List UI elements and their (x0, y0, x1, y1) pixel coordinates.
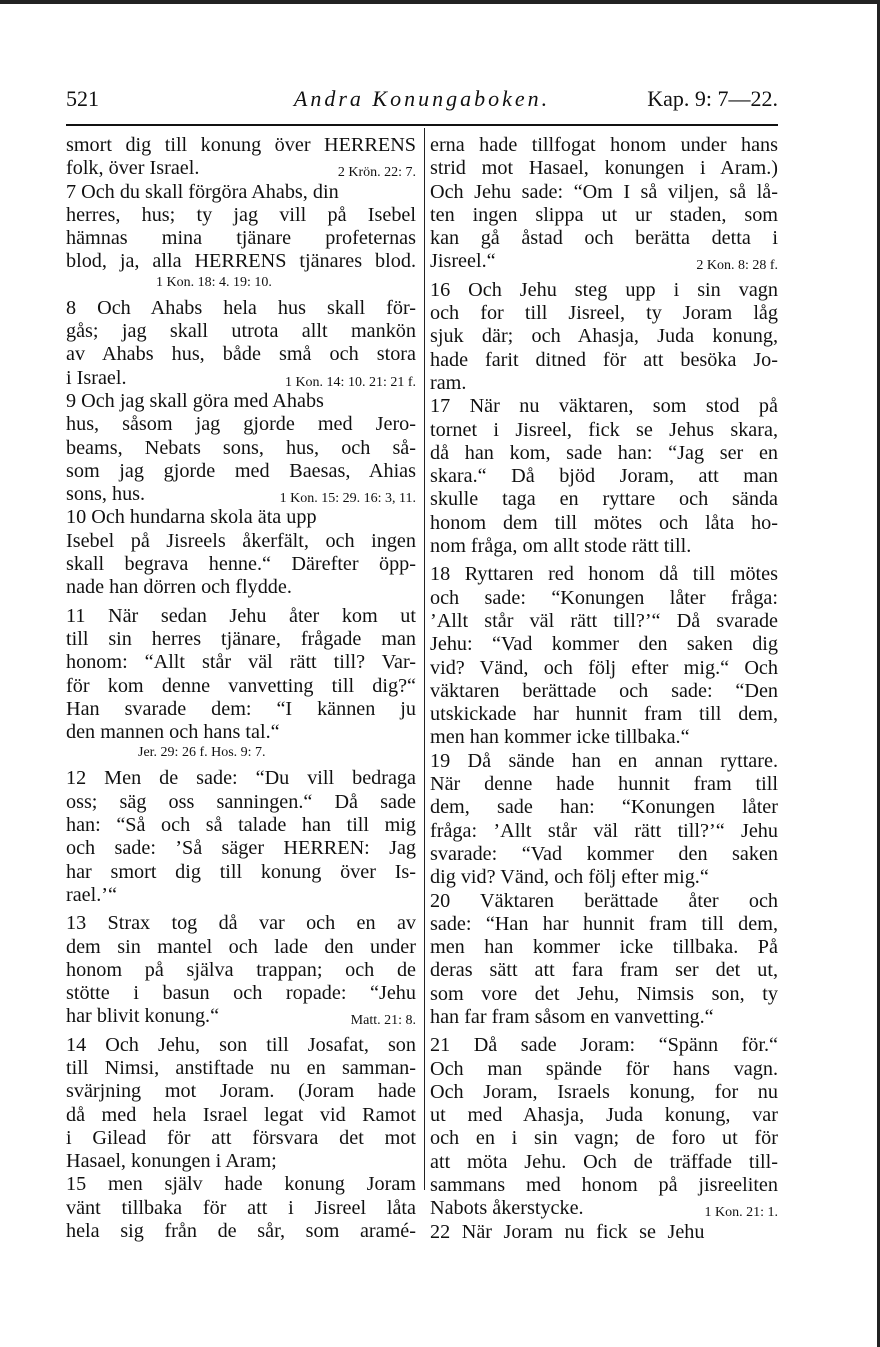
text-line: deras sätt att fara fram ser det ut, (430, 959, 778, 982)
text-line: smort dig till konung över HERRENS (66, 134, 416, 156)
text-line: nade han dörren och flydde. (66, 576, 292, 599)
cross-reference: 2 Krön. 22: 7. (337, 165, 416, 181)
text-line (430, 250, 778, 273)
cross-reference: 1 Kon. 18: 4. 19: 10. (156, 274, 272, 290)
text-line: Han svarade dem: “I kännen ju (66, 697, 416, 720)
text-line: men han kommer icke tillbaka.“ (430, 726, 690, 749)
verse-start-13: 13 Strax tog då var och en av (66, 912, 416, 935)
text-line: ten ingen slippa ut ur staden, som (430, 203, 778, 226)
text-line: till Nimsi, anstiftade nu en samman- (66, 1056, 416, 1079)
text-line: kan gå åstad och berätta detta i (430, 227, 778, 250)
text-line: dem sin mantel och lade den under (66, 935, 416, 958)
verse-text: sons, hus. (66, 483, 146, 506)
text-line: Och man spände för hans vagn. (430, 1057, 778, 1080)
text-line: strid mot Hasael, konungen i Aram.) (430, 157, 778, 180)
right-column (430, 134, 778, 1244)
verse-start-7: 7 Och du skall förgöra Ahabs, din (66, 180, 339, 203)
text-line: väktaren berättade och sade: “Den (430, 679, 778, 702)
text-line: utskickade har hunnit fram till dem, (430, 703, 778, 726)
verse-text: folk, över Israel. (66, 157, 200, 180)
text-line: tornet i Jisreel, fick se Jehus skara, (430, 418, 778, 441)
verse-text: i Israel. (66, 366, 127, 389)
cross-reference: Matt. 21: 8. (350, 1013, 416, 1029)
text-line: han far fram såsom en vanvetting.“ (430, 1005, 714, 1028)
page-top-edge (0, 0, 880, 4)
text-line: dem, sade han: “Konungen låter (430, 796, 778, 819)
text-line: blod, ja, alla HERRENS tjänares blod. (66, 250, 416, 273)
text-line: ’Allt står väl rätt till?’“ Då svarade (430, 609, 778, 632)
text-line: han: “Så och så talade han till mig (66, 814, 416, 837)
text-line: i Gilead för att försvara det mot (66, 1126, 416, 1149)
text-line: honom dem till mötes och låta ho- (430, 511, 778, 534)
text-line: att möta Jehu. Och de träffade till- (430, 1150, 778, 1173)
text-line: sade: “Han har hunnit fram till dem, (430, 912, 778, 935)
text-line: och sade: “Konungen låter fråga: (430, 586, 778, 609)
text-line: vid? Vänd, och följ efter mig.“ Och (430, 656, 778, 679)
text-line (66, 367, 416, 390)
text-line: och en i sin vagn; de foro ut för (430, 1127, 778, 1150)
text-line: beams, Nebats sons, hus, och så- (66, 436, 416, 459)
text-line: som jag gjorde med Baesas, Ahias (66, 459, 416, 482)
verse-text: Nabots åkerstycke. (430, 1197, 584, 1220)
verse-start-18: 18 Ryttaren red honom då till mötes (430, 563, 778, 586)
text-line: och for till Jisreel, ty Joram låg (430, 302, 778, 325)
text-line: nom fråga, om allt stode rätt till. (430, 535, 692, 558)
text-line: som vore det Jehu, Nimsis son, ty (430, 982, 778, 1005)
text-line: skara.“ Då bjöd Joram, att man (430, 465, 778, 488)
verse-text: Jisreel.“ (430, 250, 496, 273)
text-line: hela sig från de sår, som aramé- (66, 1220, 416, 1243)
text-line: till sin herres tjänare, frågade man (66, 627, 416, 650)
running-title: Andra Konungaboken. (293, 86, 551, 111)
text-line: svarade: “Vad kommer den saken (430, 842, 778, 865)
verse-text: har blivit konung.“ (66, 1005, 220, 1028)
text-line: den mannen och hans tal.“ (66, 721, 280, 744)
text-line: hade farit ditned för att besöka Jo- (430, 348, 778, 371)
text-line: ut med Ahasja, Juda konung, var (430, 1104, 778, 1127)
cross-reference: 2 Kon. 8: 28 f. (696, 258, 778, 274)
text-line: sjuk där; och Ahasja, Juda konung, (430, 325, 778, 348)
verse-start-19: 19 Då sände han en annan ryttare. (430, 749, 778, 772)
text-line: men han kommer icke tillbaka. På (430, 936, 778, 959)
cross-reference: 1 Kon. 14: 10. 21: 21 f. (284, 374, 416, 390)
verse-start-22: 22 När Joram nu fick se Jehu (430, 1220, 705, 1243)
page-number: 521 (66, 86, 99, 111)
text-line: fråga: ’Allt står väl rätt till?’“ Jehu (430, 819, 778, 842)
verse-start-9: 9 Och jag skall göra med Ahabs (66, 389, 324, 412)
text-line (430, 1197, 778, 1220)
text-line: gås; jag skall utrota allt mankön (66, 320, 416, 343)
text-line: dig vid? Vänd, och följ efter mig.“ (430, 866, 709, 889)
text-line: Och Joram, Israels konung, for nu (430, 1080, 778, 1103)
verse-start-16: 16 Och Jehu steg upp i sin vagn (430, 278, 778, 301)
verse-start-12: 12 Men de sade: “Du vill bedraga (66, 767, 416, 790)
text-line: Och Jehu sade: “Om I så viljen, så lå- (430, 180, 778, 203)
text-line: har smort dig till konung över Is- (66, 860, 416, 883)
text-line: för kom denne vanvetting till dig?“ (66, 674, 416, 697)
verse-start-10: 10 Och hundarna skola äta upp (66, 506, 317, 529)
text-line: ram. (430, 371, 467, 394)
verse-start-11: 11 När sedan Jehu åter kom ut (66, 604, 416, 627)
text-line: rael.’“ (66, 883, 117, 906)
text-line: då med hela Israel legat vid Ramot (66, 1103, 416, 1126)
chapter-reference: Kap. 9: 7—22. (647, 86, 778, 111)
text-line: Isebel på Jisreels åkerfält, och ingen (66, 529, 416, 552)
text-line: skall begrava henne.“ Därefter öpp- (66, 553, 416, 576)
text-line: honom på själva trappan; och de (66, 958, 416, 981)
page-header (66, 86, 778, 122)
cross-reference: 1 Kon. 21: 1. (704, 1205, 778, 1221)
cross-reference: Jer. 29: 26 f. Hos. 9: 7. (138, 745, 266, 761)
text-line: vänt tillbaka för att i Jisreel låta (66, 1196, 416, 1219)
verse-start-17: 17 När nu väktaren, som stod på (430, 395, 778, 418)
text-line: oss; säg oss sanningen.“ Då sade (66, 790, 416, 813)
text-line: hämnas mina tjänare profeternas (66, 227, 416, 250)
verse-start-15: 15 men själv hade konung Joram (66, 1173, 416, 1196)
text-line: svärjning mot Joram. (Joram hade (66, 1080, 416, 1103)
text-line: hus, såsom jag gjorde med Jero- (66, 413, 416, 436)
verse-start-20: 20 Väktaren berättade åter och (430, 889, 778, 912)
cross-reference: 1 Kon. 15: 29. 16: 3, 11. (279, 491, 416, 507)
text-line (66, 1005, 416, 1028)
text-line: och sade: ’Så säger HERREN: Jag (66, 837, 416, 860)
verse-start-14: 14 Och Jehu, son till Josafat, son (66, 1033, 416, 1056)
text-line (66, 483, 416, 506)
text-line: av Ahabs hus, både små och stora (66, 343, 416, 366)
column-divider (424, 128, 425, 1190)
text-line: Hasael, konungen i Aram; (66, 1150, 277, 1173)
text-line: då han kom, sade han: “Jag ser en (430, 441, 778, 464)
text-line: När denne hade hunnit fram till (430, 773, 778, 796)
text-line: herres, hus; ty jag vill på Isebel (66, 203, 416, 226)
left-column (66, 134, 416, 1243)
header-rule (66, 124, 778, 126)
text-line: honom: “Allt står väl rätt till? Var- (66, 651, 416, 674)
text-line: stötte i basun och ropade: “Jehu (66, 982, 416, 1005)
verse-start-21: 21 Då sade Joram: “Spänn för.“ (430, 1034, 778, 1057)
text-line (66, 157, 416, 180)
text-line: Jehu: “Vad kommer den saken dig (430, 633, 778, 656)
text-line: sammans med honom på jisreeliten (430, 1174, 778, 1197)
text-line: skulle taga en ryttare och sända (430, 488, 778, 511)
verse-start-8: 8 Och Ahabs hela hus skall för- (66, 296, 416, 319)
text-line: erna hade tillfogat honom under hans (430, 134, 778, 156)
